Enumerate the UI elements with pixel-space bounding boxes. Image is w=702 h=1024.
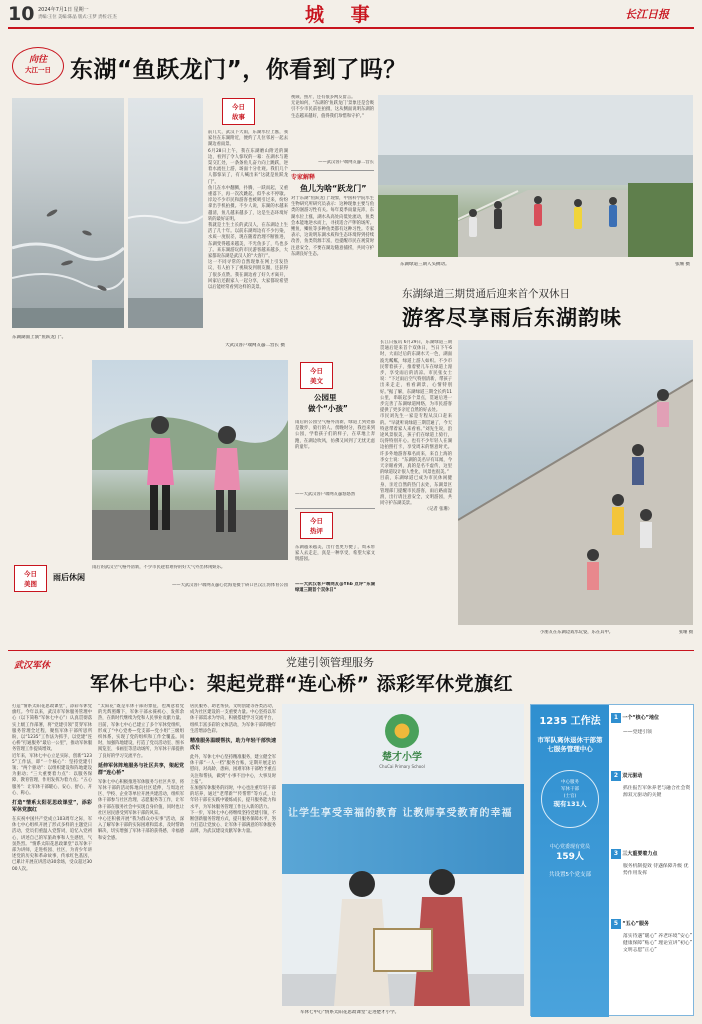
card-party: 中心党委现有党员 — [549, 844, 590, 850]
kicker-badge — [12, 47, 64, 85]
hot-label2: 热评 — [310, 527, 323, 535]
hot-body: 东湖越来越美，出行也更方便了，周末带家人去走走，真是一种享受，希望大家文明游园。 — [295, 545, 375, 563]
card-item-5 — [611, 919, 693, 954]
story-col1-p4: 我就是土生土长的武汉人，在东湖边上生活了几十年。以前东湖周边有不少污染，水质一度很差，现在随着治理不断推进，东湖变得越来越美，不光鱼多了，鸟也多了。来东湖游玩的市民游客越来越多，大家都说东湖是武汉人的“大客厅”。 — [208, 223, 288, 260]
card-center-label3: (士官) — [563, 794, 577, 799]
photo2-credit: 张珊 摄 — [675, 262, 690, 267]
photo4-label2: 美图 — [24, 580, 37, 588]
card-center-label: 中心服务 — [561, 780, 579, 785]
card-items — [611, 709, 693, 1013]
photo-kids-water — [458, 340, 693, 625]
item-title: 双元驱动 — [622, 773, 643, 779]
card-item-2 — [611, 771, 693, 799]
card-sub: 市军队离休退休干部第七服务管理中心 — [537, 736, 603, 753]
item-number: 3 — [611, 849, 621, 859]
photo4-credit: ——大武汉客户端网友@心比海宽摄于硚口区汉江湾体育公园 — [171, 583, 288, 588]
item-desc: 抓住报告军休养老与融合社会资源双元驱动的关键 — [623, 786, 691, 798]
story-col1-p1: 前几天，武汉下大雨，东湖水位上涨，我家住在东湖附近，便约了几位邻居一起去湖边看雨景。 — [208, 130, 288, 148]
item-number: 5 — [611, 919, 621, 929]
item-number: 1 — [611, 713, 621, 723]
editor-credits: 责编:王位 美编:陈晶 版式:王梦 责校:汪杰 — [38, 15, 117, 20]
mid-label1: 今日 — [310, 367, 323, 375]
mid-label2: 美文 — [310, 377, 323, 385]
section-title: 城 事 — [305, 4, 380, 26]
bottom-col2-p2: 目前，军休七中心已建立了多个军休党组织，形成了“中心党委—党支部—党小组”三级组织体系，实现了党的组织和工作全覆盖。同时，加强阵地建设，打造了党员活动室、图书阅览室、书画室等活动场所，为军休干部提供了良好的学习交流平台。 — [98, 722, 184, 759]
bottom-col2-p4: 中心还积极开展“我为群众办实事”活动，深入了解军休干部的实际困难和需求，及时帮助解决，切实增强了军休干部的获得感、幸福感和安全感。 — [98, 817, 184, 841]
issue-date: 2024年7月1日 星期一 — [38, 7, 89, 13]
divider-hot — [295, 508, 375, 509]
bottom-col1-p3: 在庆祝中国共产党成立103周年之际，军休七中心组织开展了形式多样的主题党日活动，党员们重温入党誓词，追忆入党初心，讲述自己的军旅故事和人生感悟，气氛热烈。“情系太阳花思政课堂”以军休干部为讲师，走进校园、社区，为青少年讲述党的历史和革命故事，传承红色基因，已累计开展宣讲活动30余场，受众超过3000人次。 — [12, 817, 92, 872]
mid-title1: 公园里 — [314, 393, 337, 402]
today-story-label1: 今日 — [232, 103, 245, 111]
fish-leap-illustration — [12, 98, 124, 328]
mid-signature: ——大武汉客户端网友@悠悠然 — [295, 492, 356, 497]
mid-label — [300, 362, 333, 389]
bottom-col3-p2: 此外，军休七中心坚持精准服务，建立健全军休干部“一人一档”服务台账，定期开展走访慰问，对高龄、患病、困难军休干部给予重点关注和帮扶，做到“小事不出中心，大事及时上报”。 — [190, 755, 276, 785]
expert-title: 鱼儿为啥“跃龙门” — [300, 184, 367, 193]
story-col2-p1: 视频、照片，还有很多网友留言。 — [291, 95, 356, 100]
photo4-label — [14, 565, 47, 592]
brand-label: 武汉军休 — [14, 661, 51, 671]
card-branch: 共设置5个党支部 — [549, 872, 591, 878]
card-header — [531, 705, 609, 1017]
bottom-col3-p4: 下一步，军休七中心将继续坚持党建引领，不断创新服务管理方式，提升服务保障水平，努力打造让党放心、让军休干部满意的军休服务品牌，为武汉建设贡献军休力量。 — [190, 810, 276, 835]
bottom-col1-p1: 打造“情系太阳花思政课堂”，添彩军休党旗红。今年以来，武汉市军休服务管理中心（以下简称“军休七中心”）认真贯彻落实上级工作部署，将“党建引领”贯穿军休服务管理全过程，聚焦军休干部所思所盼，以“1235”工作法为抓手，以党建“连心桥”打通服务“最后一公里”，推动军休服务管理工作提质增效。 — [12, 704, 92, 753]
card-center-circle — [541, 770, 599, 828]
kicker-line2: 大江一日 — [25, 66, 51, 74]
photo-school-event — [282, 704, 524, 1006]
expert-body: 对于东湖“鱼跃龙门”现象，中国科学院水生生物研究所研究员表示：这种现象主要与鱼类的洄游习性有关。每年夏季雨量充沛，东湖水位上涨，湖水从高处向低处流动，鱼类会本能地逆水而上，寻找适合产卵的场所。鲤鱼、鲫鱼等多种鱼类都有这种习性。专家表示，这说明东湖水质和生态环境得到持续改善，鱼类资源丰富，也提醒市民在观赏时注意安全，不要在湖边随意捕捞，共同守护东湖良好生态。 — [291, 196, 374, 257]
story-col1-p5: 这一不同寻常的自然现象在网上引发热议，有人拍下了视频发到朋友圈，还获得了很多点赞。我在湖边看了好久才离开，回家后还跟家人一起分享，大家都说希望以后能经常看到这样的美景。 — [208, 260, 288, 291]
paper-logo: 长江日报 — [625, 8, 669, 21]
photo-fish-leap — [12, 98, 124, 328]
photo-park-walkers — [92, 360, 288, 560]
hot-label1: 今日 — [310, 517, 323, 525]
top-headline: 东湖“鱼跃龙门”，你看到了吗？ — [70, 57, 407, 83]
bottom-headline: 军休七中心：架起党群“连心桥” 添彩军休党旗红 — [90, 673, 514, 695]
photo4-label1: 今日 — [24, 570, 37, 578]
kids-water-illustration — [458, 340, 693, 625]
expert-label: 专家解释 — [291, 174, 316, 181]
story-col2-p2: 无论如何，“东湖的‘鱼跃龙门’景象还是会吸引不少市民前往拍摄，这从侧面说明东湖的生态越来越好，值得我们珍惜和守护。” — [291, 101, 374, 119]
card-party-num: 159人 — [556, 852, 584, 862]
banner-text: 让学生享受幸福的教育 让教师享受教育的幸福 — [288, 808, 513, 819]
kicker-line1: 向往 — [28, 55, 47, 65]
park-walkers-illustration — [92, 360, 288, 560]
story-col1 — [208, 130, 288, 340]
school-name: 楚才小学 — [382, 752, 422, 763]
bottom-col1-p2: 近年来，军休七中心立足实际，创新“1235”工作法，即“一个核心”：坚持党建引领；“两个驱动”：以组织建设和阵地建设为驱动；“三大重要着力点”：以服务保障、教育管理、作用发挥为着力点；“五心服务”：让军休干部暖心、安心、舒心、开心、称心。 — [12, 753, 92, 796]
item-desc: ——党建引领 — [623, 730, 652, 735]
photo3-credit: 张珊 摄 — [678, 630, 693, 635]
photo2-caption: 东湖绿道三期人头攒动。 — [400, 262, 450, 267]
bottom-col3-p3: 在加强军休服务的同时，中心也注重年轻干部的培养，通过“老带新”“传帮带”等方式，让年轻干部在实践中锻炼成长，提升服务能力和水平，为军休服务管理工作注入新的活力。 — [190, 786, 276, 810]
photo-lake-view — [128, 98, 203, 328]
school-event-illustration — [282, 704, 524, 1006]
today-story-label2: 故事 — [232, 113, 245, 121]
right-headline: 游客尽享雨后东湖韵味 — [402, 306, 622, 330]
photo4-title: 雨后休闲 — [53, 573, 85, 582]
bottom-col3-subtitle: 精准服务温暖帮扶，助力年轻干部快速成长 — [190, 738, 276, 752]
work-method-card — [530, 704, 694, 1016]
story-col1-p3: 鱼儿在水中翻腾，扑腾，一跃而起，又重重落下，再一次次跳起，似乎永不停歇。岸边不少市民和游客也被吸引过来，纷纷拿出手机拍摄。不少人说，东湖的水越来越清，鱼儿越来越多了，这是生态环境好转的最好证明。 — [208, 185, 288, 222]
lake-view-illustration — [128, 98, 203, 328]
photo1-credit: 大武汉客户端网友@二营长 摄 — [225, 343, 285, 348]
right-body-signature: （记者 张珊） — [424, 507, 452, 513]
mid-title2: 做个“小孩” — [308, 404, 348, 413]
card-center-label2: 军休干部 — [561, 787, 579, 792]
mid-body: 雨后的公园空气格外清新，绿道上到处都是散步、骑行的人。傍晚时分，我也来到公园，学着孩子们的样子，在草地上奔跑，在湖边吹风，仿佛又回到了无忧无虑的童年。 — [295, 420, 375, 450]
item-title: 三大重要着力点 — [622, 851, 658, 857]
photo1-caption: 东湖湖面上演“鱼跃龙门”。 — [12, 335, 67, 340]
photo5-caption: 军休七中心“情系太阳花思政课堂”走进楚才小学。 — [300, 1010, 400, 1015]
item-desc: 落实待遇“暖心” 养老环境“安心” 健康保障“贴心” 理论宣讲“初心” 文明志愿“正心” — [623, 934, 693, 953]
item-title: 一个“核心”地位 — [622, 715, 659, 721]
bottom-col1 — [12, 704, 92, 1019]
section-divider — [8, 650, 694, 651]
bottom-col2-p1: “太阳花”既是军休干部的象征，也寓意着党的光辉照耀下，军休干部永葆初心、发挥余热，在新时代继续为党和人民事业贡献力量。 — [98, 704, 184, 722]
card-title: 1235 工作法 — [539, 716, 601, 727]
bottom-col2-subtitle: 延伸军休阵地服务与社区共享，架起党群“连心桥” — [98, 762, 184, 776]
story-signature: ——武汉客户端网友@二营长 — [318, 160, 374, 165]
today-story-label — [222, 98, 255, 125]
right-body-p1: 长江日报讯 6月29日，东湖绿道三期贯通后迎来首个双休日，当日下午6时，大雨过后的东湖水天一色，湖面波光粼粼，绿道上游人如织。不少市民带着孩子、推着婴儿车在绿道上漫步，享受雨后的清凉。市民张女士说：“下过雨后空气特别清新，带孩子出来走走，看看湖景，心情特别好。”据了解，东湖绿道三期全长约11公里，串联起多个景点，贯通后进一步完善了东湖绿道网络，为市民游客提供了更多亲近自然的好去处。 — [380, 340, 452, 414]
item-title: “五心”服务 — [622, 921, 649, 927]
right-body — [380, 340, 452, 640]
card-center-num: 现有131人 — [553, 800, 587, 808]
item-desc: 服务机制提效 待遇保障升级 优势作用发挥 — [623, 864, 689, 876]
bottom-subhead: 党建引领管理服务 — [286, 656, 374, 669]
story-col1-p2: 6月28日上午，我在东湖磨山附近的湖边，看到了令人惊叹的一幕：在湖水与港渠交汇处，一条条鱼儿奋力向上跳跃，逆着水流往上游，场面十分壮观。我们几个人都惊呆了，有人喊出来“这就是鱼跃龙门”。 — [208, 148, 288, 185]
page-number: 10 — [8, 3, 35, 25]
greenway-illustration — [378, 95, 693, 257]
masthead-rule — [8, 27, 694, 29]
bottom-col3-p1: 居民服务、助老帮扶、文明创建等各类活动，成为社区建设的一支重要力量。中心坚持以军休干部需求为导向，积极搭建学习交流平台，组织丰富多彩的文体活动，为军休干部的晚年生活增添色彩。 — [190, 704, 276, 734]
card-item-3 — [611, 849, 693, 877]
bottom-col1-subtitle: 打造“情系太阳花思政课堂”，添彩军休党旗红 — [12, 800, 92, 814]
right-body-p2: 市民刘先生一家是专程从汉口赶来的。“早就听说绿道三期贯通了，今天特意带着家人来看看。”刘先生说，沿途风景很美，孩子们在绿道上骑行，玩得特别开心。也有不少年轻人在湖边拍照打卡，享受周末的惬意时光。许多外地游客慕名而来，来自上海的李女士说：“东湖的美名早有耳闻，今天亲眼看到，真的是名不虚传，这里的绿道设计很人性化，风景也很美。” — [380, 414, 452, 476]
school-en: ChuCai Primary School — [379, 764, 425, 769]
bottom-col3 — [190, 704, 276, 1019]
bottom-col2 — [98, 704, 184, 1019]
right-subhead: 东湖绿道三期贯通后迎来首个双休日 — [402, 288, 570, 300]
right-body-p3: 目前，东湖绿道已成为市民休闲健身、亲近自然的热门去处，东湖景区管理部门提醒市民游客，雨后路面湿滑，出行请注意安全，文明游园，共同守护东湖美景。 — [380, 476, 452, 507]
story-col2 — [291, 95, 374, 160]
card-item-1 — [611, 713, 693, 736]
bottom-col2-p3: 军休七中心积极推进军休服务与社区共享，将军休干部的活动阵地向社区延伸，与周边社区、学校、企业等单位开展共建活动，组织军休干部参与社区治理、志愿服务等工作，让军休干部在服务社会中实现自身价值，同时也让社区居民感受到军休干部的风采。 — [98, 779, 184, 816]
hot-signature: ——大武汉客户端网友@Yhb 点评“东湖绿道三期首个双休日” — [295, 582, 375, 594]
item-number: 2 — [611, 771, 621, 781]
photo3-caption: 小朋友在东湖边戏水玩耍，乐在其中。 — [540, 630, 614, 635]
hot-label — [300, 512, 333, 539]
divider-expert — [291, 170, 374, 171]
photo4-caption: 雨后的武汉空气格外清新，不少市民趁着难得的好天气外出休闲娱乐。 — [92, 565, 226, 570]
photo-greenway-crowd — [378, 95, 693, 257]
